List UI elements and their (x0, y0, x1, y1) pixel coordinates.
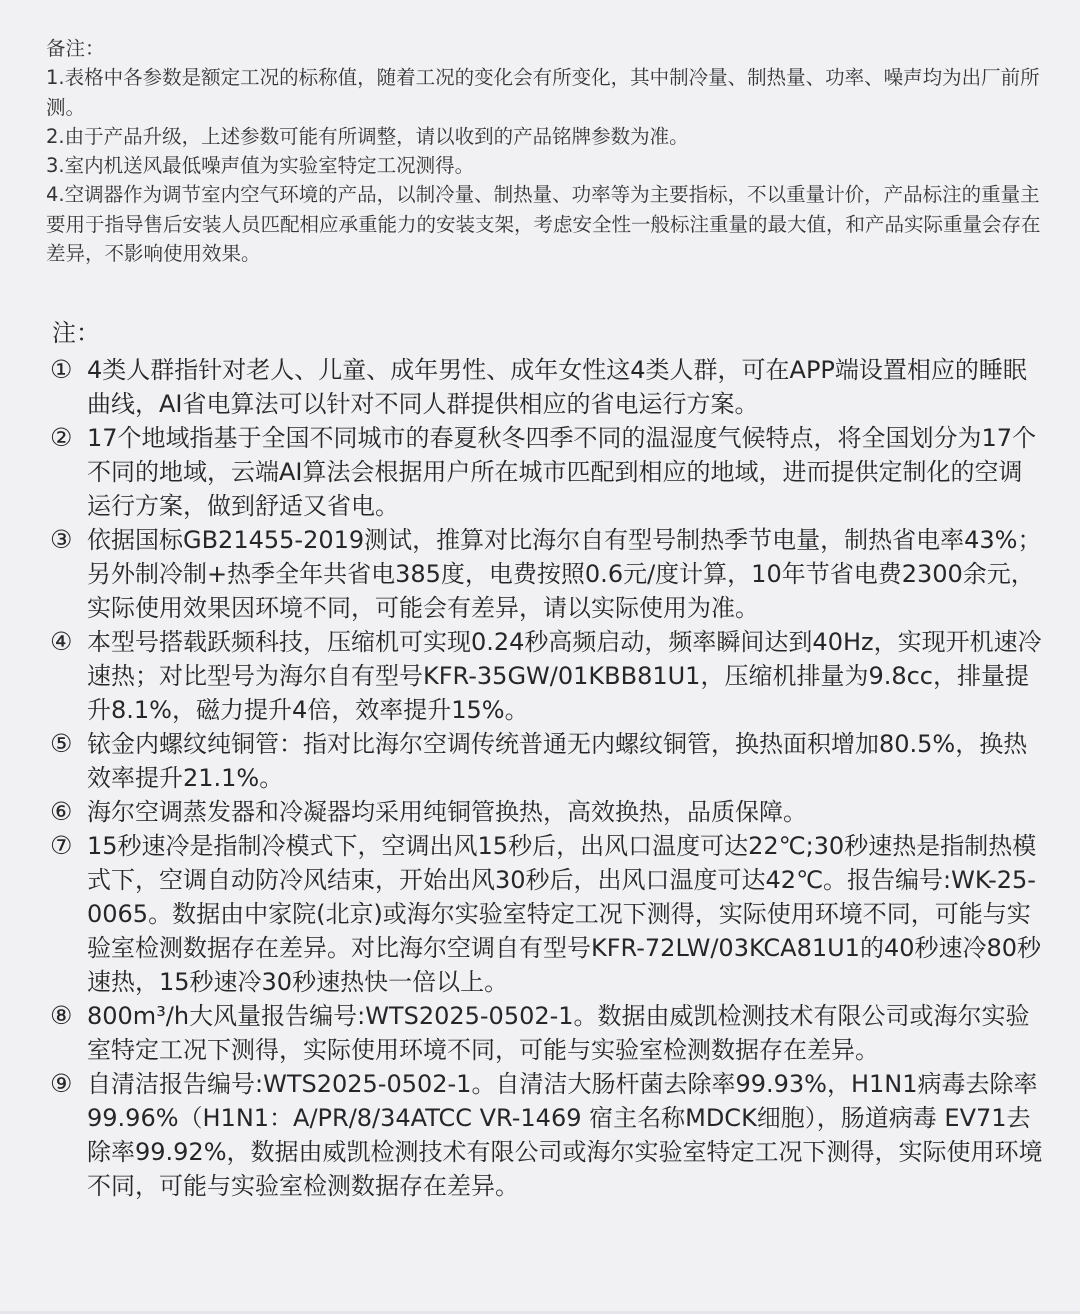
note-text: 800m³/h大风量报告编号:WTS2025-0502-1。数据由威凯检测技术有限公司或海尔实验室特定工况下测得，实际使用环境不同，可能与实验室检测数据存在差异。 (87, 1002, 1030, 1064)
note-number: ③ (50, 525, 73, 554)
note-text: 15秒速冷是指制冷模式下，空调出风15秒后，出风口温度可达22℃;30秒速热是指制热模式下，空调自动防冷风结束，开始出风30秒后，出风口温度可达42℃。报告编号:WK-25-0065。数据由中家院(北京)或海尔实验室特定工况下测得，实际使用环境不同，可能与实验室检测数据存在差异。对比海尔空调自有型号KFR-72LW/03KCA81U1的40秒速冷80秒速热，15秒速冷30秒速热快一倍以上。 (87, 832, 1042, 996)
note-number: ⑦ (50, 831, 73, 860)
notes-section (50, 316, 1045, 1203)
note-item-2 (50, 421, 1045, 523)
note-text: 4类人群指针对老人、儿童、成年男性、成年女性这4类人群，可在APP端设置相应的睡眠曲线，AI省电算法可以针对不同人群提供相应的省电运行方案。 (87, 356, 1027, 418)
remarks-title: 备注： (46, 37, 105, 60)
note-item-4 (50, 625, 1045, 727)
note-number: ④ (50, 627, 73, 656)
note-number: ② (50, 423, 73, 452)
notes-title: 注： (52, 319, 100, 347)
note-number: ⑨ (50, 1069, 73, 1098)
note-item-9 (50, 1067, 1045, 1203)
remarks-section (46, 34, 1042, 268)
note-text: 17个地域指基于全国不同城市的春夏秋冬四季不同的温湿度气候特点，将全国划分为17个不同的地域，云端AI算法会根据用户所在城市匹配到相应的地域，进而提供定制化的空调运行方案，做到舒适又省电。 (87, 424, 1037, 520)
remark-item-3: 3.室内机送风最低噪声值为实验室特定工况测得。 (46, 154, 475, 178)
note-text: 本型号搭载跃频科技，压缩机可实现0.24秒高频启动，频率瞬间达到40Hz，实现开机速冷速热；对比型号为海尔自有型号KFR-35GW/01KBB81U1，压缩机排量为9.8cc，排量提升8.1%，磁力提升4倍，效率提升15%。 (87, 628, 1042, 724)
note-number: ⑥ (50, 797, 73, 826)
note-item-6 (50, 795, 1045, 829)
note-number: ① (50, 355, 73, 384)
note-number: ⑧ (50, 1001, 73, 1030)
note-number: ⑤ (50, 729, 73, 758)
note-text: 铱金内螺纹纯铜管：指对比海尔空调传统普通无内螺纹铜管，换热面积增加80.5%，换热效率提升21.1%。 (87, 730, 1028, 792)
note-text: 海尔空调蒸发器和冷凝器均采用纯铜管换热，高效换热，品质保障。 (87, 798, 807, 826)
note-item-5 (50, 727, 1045, 795)
note-item-8 (50, 999, 1045, 1067)
remark-item-1: 1.表格中各参数是额定工况的标称值，随着工况的变化会有所变化，其中制冷量、制热量、功率、噪声均为出厂前所测。 (46, 66, 1040, 119)
remark-item-2: 2.由于产品升级，上述参数可能有所调整，请以收到的产品铭牌参数为准。 (46, 124, 689, 148)
note-text: 依据国标GB21455-2019测试，推算对比海尔自有型号制热季节电量，制热省电率43%；另外制冷制+热季全年共省电385度，电费按照0.6元/度计算，10年节省电费2300余元，实际使用效果因环境不同，可能会有差异，请以实际使用为准。 (87, 526, 1042, 622)
remark-item-4: 4.空调器作为调节室内空气环境的产品，以制冷量、制热量、功率等为主要指标，不以重量计价，产品标注的重量主要用于指导售后安装人员匹配相应承重能力的安装支架，考虑安全性一般标注重量的最大值，和产品实际重量会存在差异，不影响使用效果。 (46, 183, 1041, 266)
note-item-1 (50, 353, 1045, 421)
note-text: 自清洁报告编号:WTS2025-0502-1。自清洁大肠杆菌去除率99.93%，H1N1病毒去除率99.96%（H1N1：A/PR/8/34ATCC VR-1469 宿主名称MDCK细胞），肠道病毒 EV71去除率99.92%，数据由威凯检测技术有限公司或海尔实验室特定工况下测得，实际使用环境不同，可能与实验室检测数据存在差异。 (87, 1070, 1043, 1200)
note-item-7 (50, 829, 1045, 999)
note-item-3 (50, 523, 1045, 625)
